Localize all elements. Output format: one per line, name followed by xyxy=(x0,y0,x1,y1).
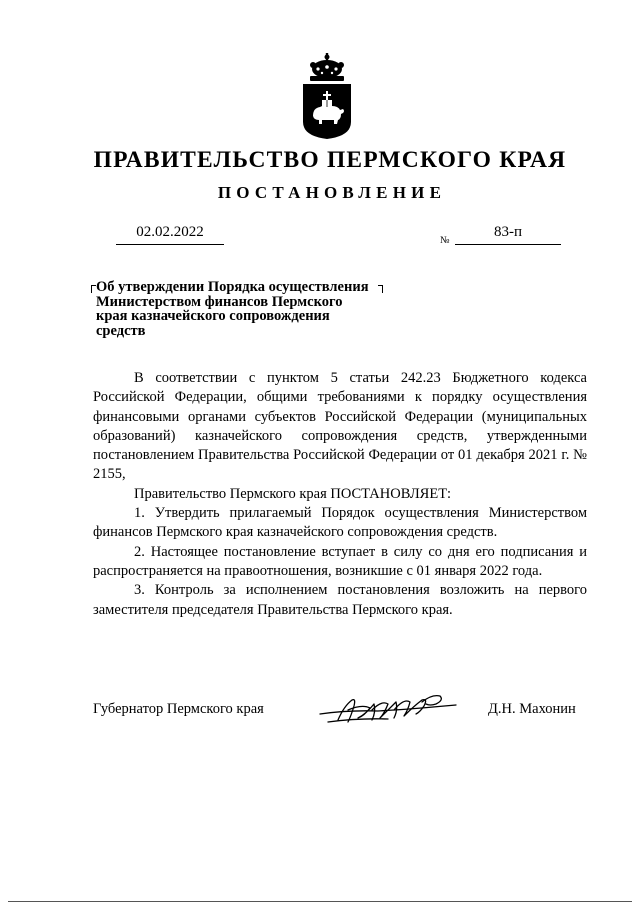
signatory-name: Д.Н. Махонин xyxy=(488,701,576,717)
resolution-paragraph: Правительство Пермского края ПОСТАНОВЛЯЕТ: xyxy=(134,485,452,502)
preamble-paragraph: В соответствии с пунктом 5 статьи 242.23 Бюджетного кодекса Российской Федерации, общими требованиями к порядку осуществления финансовыми органами субъектов Российской Федерации (муниципальных образований) казначейского сопровождения средств, утвержденными постановлением Правительства Российской Федерации от 01 декабря 2021 г. № 2155, xyxy=(93,370,587,483)
subject-line: средств xyxy=(96,322,146,339)
perm-krai-coat-of-arms-icon xyxy=(300,52,354,140)
handwritten-signature-icon xyxy=(318,690,458,728)
subject-line: Об утверждении Порядка осуществления xyxy=(96,279,369,295)
signatory-title: Губернатор Пермского края xyxy=(93,701,264,717)
subject-line: края казначейского сопровождения xyxy=(96,308,330,324)
clause-2-paragraph: 2. Настоящее постановление вступает в силу со дня его подписания и распространяется на правоотношения, возникшие с 01 января 2022 года. xyxy=(93,543,587,579)
clause-3-paragraph: 3. Контроль за исполнением постановления возложить на первого заместителя председателя Правительства Пермского края. xyxy=(93,582,587,618)
document-subject xyxy=(96,280,386,338)
page-bottom-edge xyxy=(8,901,632,902)
government-name: ПРАВИТЕЛЬСТВО ПЕРМСКОГО КРАЯ xyxy=(93,147,567,173)
document-body xyxy=(93,369,587,620)
number-label: № xyxy=(440,235,450,246)
subject-line: Министерством финансов Пермского xyxy=(96,293,343,310)
document-type: ПОСТАНОВЛЕНИЕ xyxy=(217,183,447,202)
document-number: 83-п xyxy=(455,224,561,245)
clause-1-paragraph: 1. Утвердить прилагаемый Порядок осуществления Министерством финансов Пермского края казначейского сопровождения средств. xyxy=(93,505,587,541)
document-date: 02.02.2022 xyxy=(116,224,224,245)
